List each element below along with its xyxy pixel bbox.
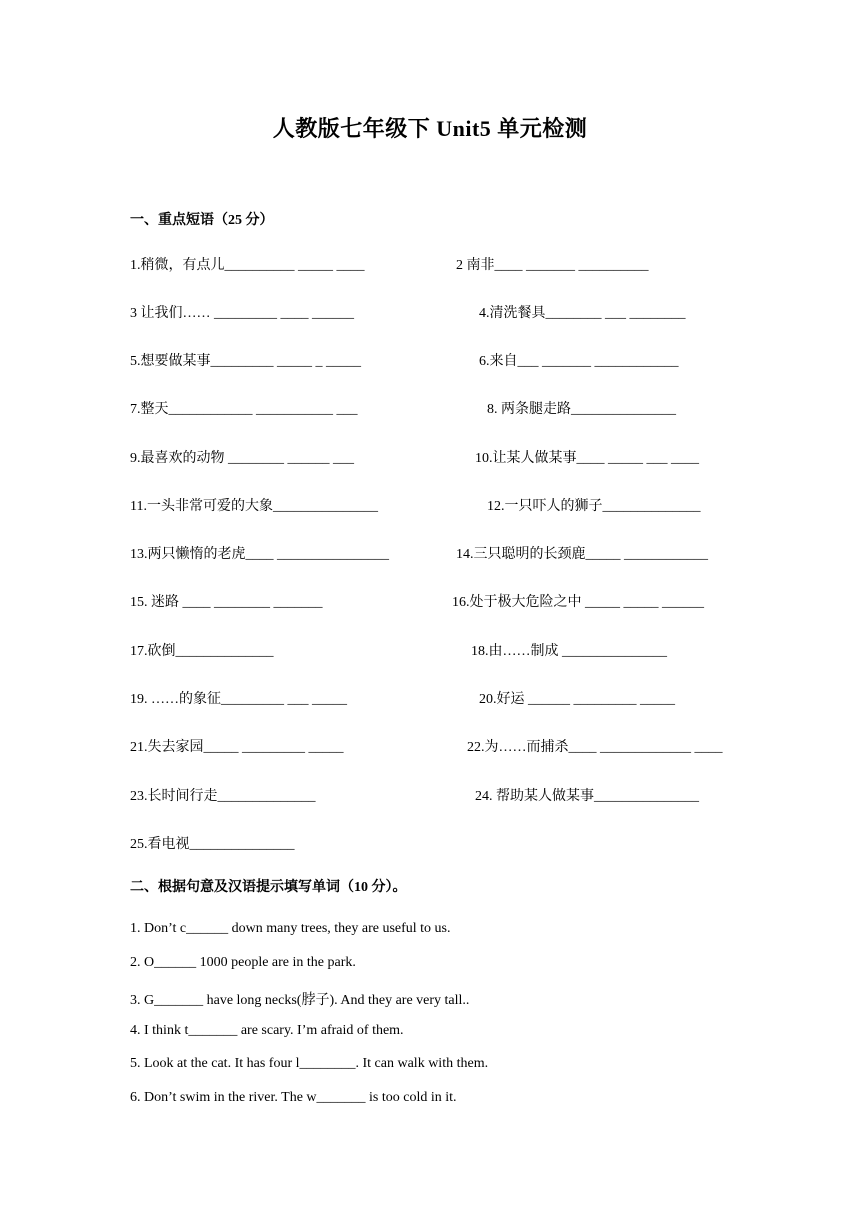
phrase-item: 7.整天____________ ___________ ___ [130,402,358,417]
sentence-item: 2. O______ 1000 people are in the park. [130,955,356,970]
phrase-item: 6.来自___ _______ ____________ [479,354,679,369]
phrase-item: 19. ……的象征_________ ___ _____ [130,692,347,707]
phrase-item: 16.处于极大危险之中 _____ _____ ______ [452,595,704,610]
phrase-item: 23.长时间行走______________ [130,789,316,804]
phrase-item: 24. 帮助某人做某事_______________ [475,789,699,804]
phrase-item: 13.两只懒惰的老虎____ ________________ [130,547,389,562]
phrase-item: 8. 两条腿走路_______________ [487,402,676,417]
phrase-item: 1.稍微，有点儿__________ _____ ____ [130,258,365,273]
section-1-heading: 一、重点短语（25 分） [130,213,274,228]
phrase-item: 11.一头非常可爱的大象_______________ [130,499,378,514]
sentence-item: 3. G_______ have long necks(脖子). And they are very tall.. [130,993,470,1008]
phrase-item: 4.清洗餐具________ ___ ________ [479,306,686,321]
phrase-item: 15. 迷路 ____ ________ _______ [130,595,323,610]
phrase-item: 18.由……制成 _______________ [471,644,667,659]
phrase-item: 20.好运 ______ _________ _____ [479,692,675,707]
phrase-item: 21.失去家园_____ _________ _____ [130,740,344,755]
page-title: 人教版七年级下 Unit5 单元检测 [272,116,588,141]
phrase-item: 3 让我们…… _________ ____ ______ [130,306,354,321]
phrase-item: 25.看电视_______________ [130,837,295,852]
phrase-item: 12.一只吓人的狮子______________ [487,499,701,514]
sentence-item: 5. Look at the cat. It has four l________. It can walk with them. [130,1056,489,1071]
phrase-item: 9.最喜欢的动物 ________ ______ ___ [130,451,354,466]
phrase-item: 14.三只聪明的长颈鹿_____ ____________ [456,547,708,562]
sentence-item: 4. I think t_______ are scary. I’m afraid of them. [130,1023,404,1038]
phrase-item: 5.想要做某事_________ _____ _ _____ [130,354,361,369]
sentence-item: 1. Don’t c______ down many trees, they are useful to us. [130,921,451,936]
section-2-heading: 二、根据句意及汉语提示填写单词（10 分）。 [130,880,407,895]
phrase-item: 2 南非____ _______ __________ [456,258,649,273]
phrase-item: 22.为……而捕杀____ _____________ ____ [467,740,723,755]
phrase-item: 17.砍倒______________ [130,644,274,659]
sentence-item: 6. Don’t swim in the river. The w_______ is too cold in it. [130,1090,457,1105]
phrase-item: 10.让某人做某事____ _____ ___ ____ [475,451,699,466]
